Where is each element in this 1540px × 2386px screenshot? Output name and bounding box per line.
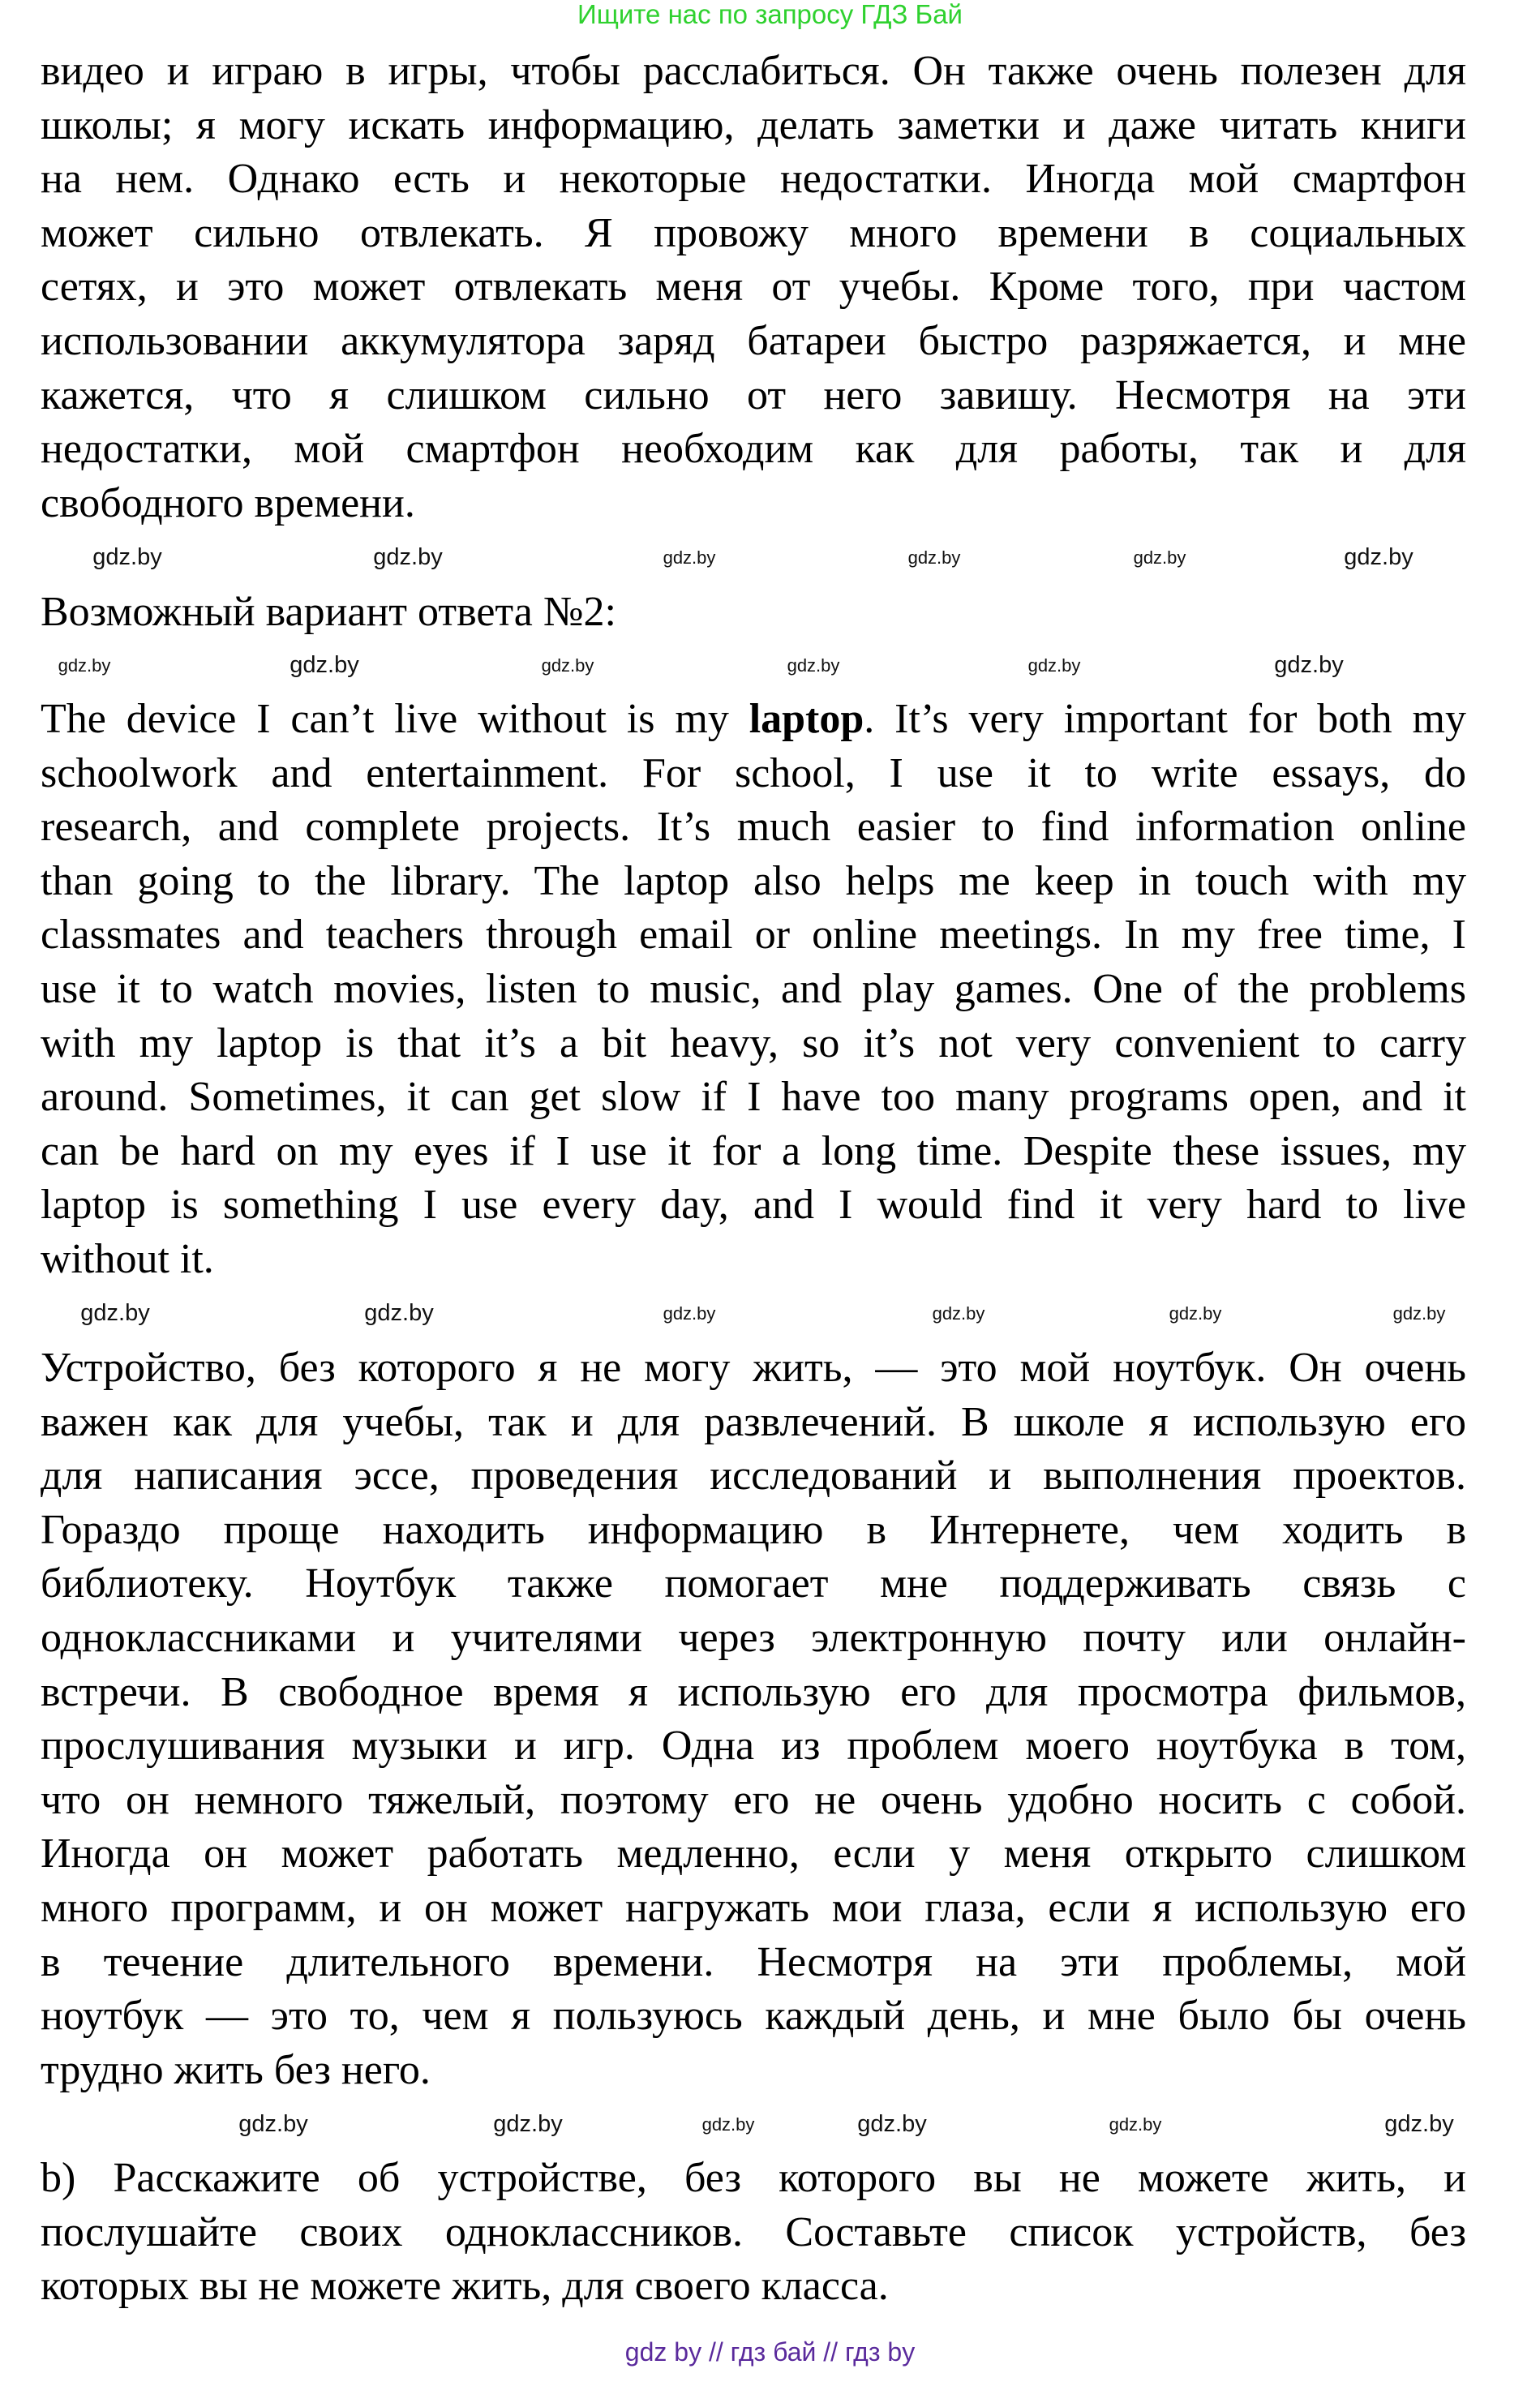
- watermark: gdz.by: [663, 547, 716, 568]
- text-line: research, and complete projects. It’s much easier to find information online: [41, 804, 1466, 851]
- text-line: classmates and teachers through email or online meetings. In my free time, I: [41, 912, 1466, 959]
- text-line: одноклассниками и учителями через электронную почту или онлайн-: [41, 1614, 1466, 1661]
- watermark: gdz.by: [787, 654, 840, 676]
- watermark: gdz.by: [1344, 544, 1413, 571]
- watermark: gdz.by: [1274, 652, 1344, 679]
- text-line: для написания эссе, проведения исследований и выполнения проектов.: [41, 1453, 1466, 1500]
- watermark: gdz.by: [663, 1302, 716, 1324]
- text-line: b) Расскажите об устройстве, без которого вы не можете жить, и: [41, 2155, 1466, 2201]
- text-line: Устройство, без которого я не могу жить, — это мой ноутбук. Он очень: [41, 1345, 1466, 1391]
- watermark: gdz.by: [92, 544, 162, 571]
- text-line: послушайте своих одноклассников. Составьте список устройств, без: [41, 2208, 1466, 2255]
- text-line: в течение длительного времени. Несмотря на эти проблемы, мой: [41, 1938, 1466, 1985]
- answer-heading: [41, 586, 1466, 640]
- paragraph-en-laptop: [41, 693, 1466, 1287]
- text-line: видео и играю в игры, чтобы расслабиться. Он также очень полезен для: [41, 48, 1466, 94]
- text-line: Иногда он может работать медленно, если у меня открыто слишком: [41, 1830, 1466, 1877]
- bold-word: laptop: [749, 696, 864, 742]
- watermark: gdz.by: [701, 2113, 755, 2135]
- text-line: что он немного тяжелый, поэтому его не очень удобно носить с собой.: [41, 1776, 1466, 1823]
- text-line: can be hard on my eyes if I use it for a long time. Despite these issues, my: [41, 1127, 1466, 1174]
- paragraph-ru-laptop: [41, 1341, 1466, 2097]
- text-line: with my laptop is that it’s a bit heavy, so it’s not very convenient to carry: [41, 1019, 1466, 1066]
- watermark: gdz.by: [907, 547, 961, 568]
- text-line: школы; я могу искать информацию, делать заметки и даже читать книги: [41, 101, 1466, 148]
- text-line: встречи. В свободное время я использую его для просмотра фильмов,: [41, 1668, 1466, 1715]
- text-line: schoolwork and entertainment. For school, I use it to write essays, do: [41, 749, 1466, 796]
- watermark: gdz.by: [1384, 2111, 1454, 2138]
- text-line: недостатки, мой смартфон необходим как для работы, так и для: [41, 426, 1466, 473]
- text-line: laptop is something I use every day, and I would find it very hard to live: [41, 1182, 1466, 1229]
- watermark: gdz.by: [58, 654, 111, 676]
- text-line: трудно жить без него.: [41, 2046, 431, 2093]
- text-line: много программ, и он может нагружать мои глаза, если я использую его: [41, 1884, 1466, 1931]
- text-segment: . It’s very important for both my: [864, 696, 1466, 742]
- watermark: gdz.by: [1027, 654, 1081, 676]
- watermark: gdz.by: [364, 1300, 434, 1327]
- text-line: [41, 693, 1466, 747]
- text-segment: The device I can’t live without is my: [41, 696, 749, 742]
- text-line: than going to the library. The laptop also helps me keep in touch with my: [41, 857, 1466, 904]
- text-line: use it to watch movies, listen to music, and play games. One of the problems: [41, 965, 1466, 1012]
- paragraph-ru-smartphone: [41, 45, 1466, 530]
- text-line: важен как для учебы, так и для развлечений. В школе я использую его: [41, 1398, 1466, 1445]
- text-line: кажется, что я слишком сильно от него завишу. Несмотря на эти: [41, 371, 1466, 418]
- text-line: использовании аккумулятора заряд батареи быстро разряжается, и мне: [41, 317, 1466, 364]
- text-line: сетях, и это может отвлекать меня от учебы. Кроме того, при частом: [41, 264, 1466, 311]
- answer-heading-text: Возможный вариант ответа №2:: [41, 589, 616, 635]
- text-line: на нем. Однако есть и некоторые недостатки. Иногда мой смартфон: [41, 156, 1466, 203]
- watermark: gdz.by: [290, 652, 359, 679]
- watermark: gdz.by: [373, 544, 443, 571]
- text-line: свободного времени.: [41, 479, 415, 526]
- text-line: которых вы не можете жить, для своего класса.: [41, 2263, 889, 2310]
- watermark: gdz.by: [493, 2111, 563, 2138]
- watermark: gdz.by: [1109, 2113, 1162, 2135]
- text-line: библиотеку. Ноутбук также помогает мне поддерживать связь с: [41, 1560, 1466, 1607]
- text-line: прослушивания музыки и игр. Одна из проблем моего ноутбука в том,: [41, 1723, 1466, 1770]
- text-line: может сильно отвлекать. Я провожу много времени в социальных: [41, 209, 1466, 256]
- text-line: ноутбук — это то, чем я пользуюсь каждый день, и мне было бы очень: [41, 1993, 1466, 2040]
- watermark: gdz.by: [238, 2111, 308, 2138]
- watermark: gdz.by: [932, 1302, 985, 1324]
- text-line: Гораздо проще находить информацию в Интернете, чем ходить в: [41, 1506, 1466, 1553]
- footer-links[interactable]: gdz by // гдз бай // гдз by: [624, 2337, 916, 2367]
- watermark: gdz.by: [80, 1300, 150, 1327]
- text-line: without it.: [41, 1235, 214, 1282]
- watermark: gdz.by: [541, 654, 594, 676]
- task-b: [41, 2152, 1466, 2314]
- watermark: gdz.by: [1169, 1302, 1222, 1324]
- watermark: gdz.by: [1392, 1302, 1446, 1324]
- watermark: gdz.by: [857, 2111, 927, 2138]
- watermark: gdz.by: [1133, 547, 1186, 568]
- search-banner: Ищите нас по запросу ГДЗ Бай: [577, 0, 963, 29]
- text-line: around. Sometimes, it can get slow if I have too many programs open, and it: [41, 1074, 1466, 1121]
